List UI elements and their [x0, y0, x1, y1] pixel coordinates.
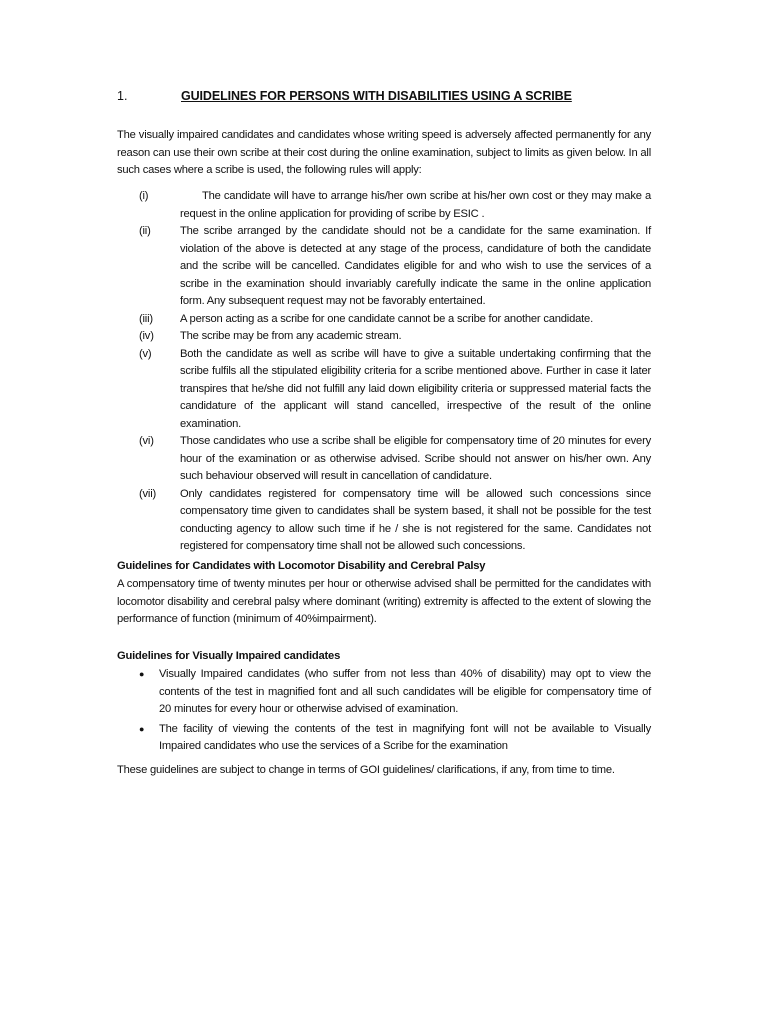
rule-text: The candidate will have to arrange his/her own scribe at his/her own cost or they may make a request in the online application for providing of scribe by ESIC . [180, 190, 651, 220]
rule-number: (v) [139, 347, 152, 360]
list-item-text: The facility of viewing the contents of the test in magnifying font will not be available to Visually Impaired candidates who use the services of a Scribe for the examination [159, 722, 651, 752]
rule-number: (vii) [139, 487, 157, 500]
rule-number: (vi) [139, 435, 154, 447]
closing-paragraph: These guidelines are subject to change in terms of GOI guidelines/ clarifications, if any, from time to time. [117, 764, 615, 776]
rule-number: (i) [139, 190, 149, 202]
rule-item [117, 311, 651, 329]
rule-text: Those candidates who use a scribe shall be eligible for compensatory time of 20 minutes for every hour of the examination or as otherwise advised. Scribe should not answer on his/her own. Any such behaviour observed will result in cancellation of candidature. [180, 435, 651, 482]
rule-item [117, 188, 651, 223]
rule-text: A person acting as a scribe for one candidate cannot be a scribe for another candidate. [180, 312, 593, 325]
rule-text: The scribe may be from any academic stream. [180, 330, 402, 342]
rules-list [117, 188, 651, 556]
list-item-text: Visually Impaired candidates (who suffer from not less than 40% of disability) may opt to view the contents of the test in magnified font and all such candidates will be eligible for compensatory time of 20 minutes for every hour or otherwise advised of examination. [159, 668, 651, 715]
list-item [117, 666, 651, 719]
section-number: 1. [117, 89, 128, 103]
rule-number: (iv) [139, 330, 154, 342]
section-title: GUIDELINES FOR PERSONS WITH DISABILITIES USING A SCRIBE [181, 89, 572, 103]
rule-item [117, 328, 651, 346]
rule-item [117, 346, 651, 434]
rule-text: Only candidates registered for compensatory time will be allowed such concessions since compensatory time given to candidates shall be system based, it shall not be possible for the test conducting agency to allow such time if he / she is not registered for the same. Candidates not registered for compensatory time shall not be allowed such concessions. [180, 487, 651, 552]
intro-paragraph: The visually impaired candidates and candidates whose writing speed is adversely affected permanently for any reason can use their own scribe at their cost during the online examination, subject to limits as given below. In all such cases where a scribe is used, the following rules will apply: [117, 129, 651, 176]
bullet-icon: ● [139, 723, 145, 734]
list-item [117, 721, 651, 756]
locomotor-paragraph: A compensatory time of twenty minutes per hour or otherwise advised shall be permitted for the candidates with locomotor disability and cerebral palsy where dominant (writing) extremity is affected to the extent of slowing the performance of function (minimum of 40%impairment). [117, 578, 651, 625]
rule-item [117, 223, 651, 311]
rule-item [117, 433, 651, 486]
bullet-icon: ● [139, 669, 145, 679]
rule-text: Both the candidate as well as scribe will have to give a suitable undertaking confirming that the scribe fulfils all the stipulated eligibility criteria for a scribe mentioned above. Further in case it later transpires that he/she did not fulfill any laid down eligibility criteria or suppressed material facts the candidature of the applicant will stand cancelled, irrespective of the result of the online examination. [180, 347, 651, 430]
rule-item [117, 486, 651, 556]
locomotor-heading: Guidelines for Candidates with Locomotor Disability and Cerebral Palsy [117, 560, 486, 572]
rule-number: (ii) [139, 225, 151, 237]
visually-impaired-heading: Guidelines for Visually Impaired candidates [117, 650, 341, 662]
visually-impaired-list [117, 666, 651, 758]
rule-number: (iii) [139, 312, 153, 325]
rule-text: The scribe arranged by the candidate should not be a candidate for the same examination. If violation of the above is detected at any stage of the process, candidature of both the candidate and the scribe will be cancelled. Candidates eligible for and who wish to use the services of a scribe in the examination should invariably carefully indicate the same in the online application form. Any subsequent request may not be favorably entertained. [180, 225, 651, 307]
